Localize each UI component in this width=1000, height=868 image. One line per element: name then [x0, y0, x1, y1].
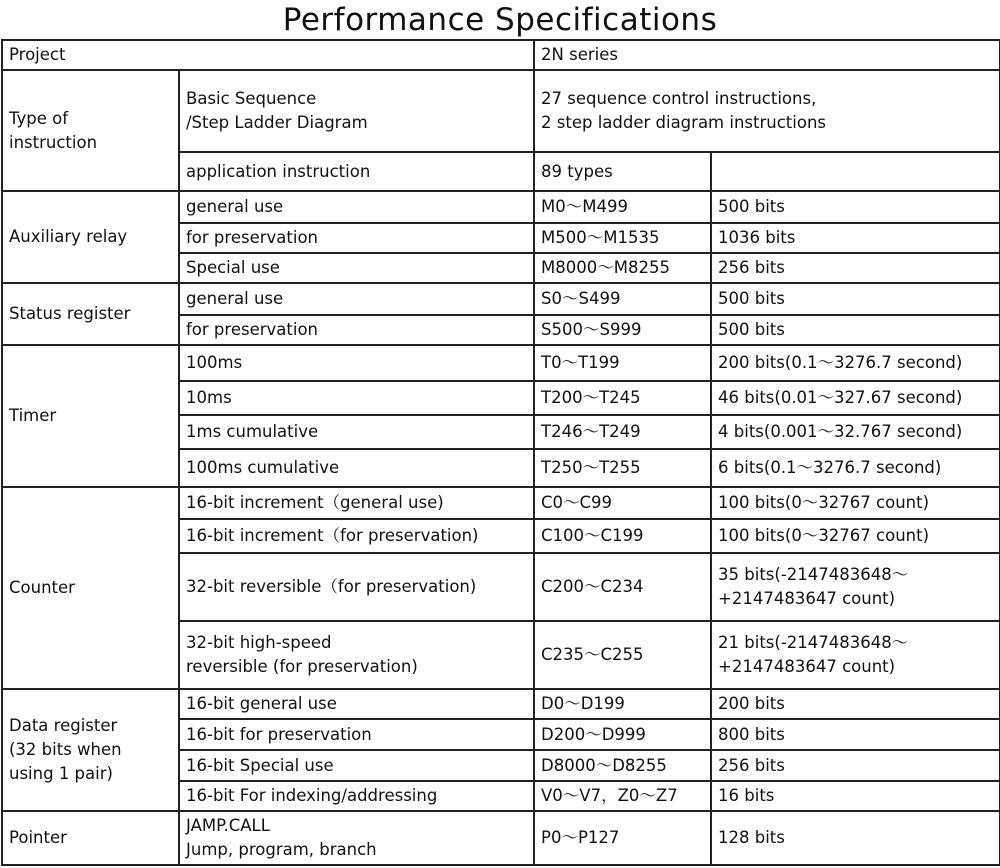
basic-sequence-item: Basic Sequence /Step Ladder Diagram: [179, 70, 534, 152]
empty-cell: [711, 152, 1000, 191]
table-row: Special use M8000～M8255 256 bits: [2, 253, 1000, 283]
table-row: 10ms T200～T245 46 bits(0.01～327.67 second): [2, 381, 1000, 415]
table-row: 1ms cumulative T246～T249 4 bits(0.001～32.767 second): [2, 415, 1000, 449]
basic-sequence-value: 27 sequence control instructions, 2 step ladder diagram instructions: [534, 70, 1000, 152]
table-row: Auxiliary relay general use M0～M499 500 bits: [2, 191, 1000, 223]
category-counter: Counter: [2, 487, 179, 689]
table-row: [2, 70, 1000, 152]
table-row: Status register general use S0～S499 500 bits: [2, 283, 1000, 315]
table-row: Data register (32 bits when using 1 pair) 16-bit general use D0～D199 200 bits: [2, 689, 1000, 719]
header-row: [2, 40, 1000, 70]
table-row: Counter 16-bit increment（general use) C0～C99 100 bits(0～32767 count): [2, 487, 1000, 519]
table-row: 16-bit for preservation D200～D999 800 bits: [2, 719, 1000, 750]
application-instruction-value: 89 types: [534, 152, 711, 191]
application-instruction-item: application instruction: [179, 152, 534, 191]
category-pointer: Pointer: [2, 811, 179, 865]
table-row: 32-bit high-speed reversible (for preservation) C235～C255 21 bits(-2147483648～ +2147483647 count): [2, 621, 1000, 689]
category-timer: Timer: [2, 345, 179, 487]
table-row: 16-bit Special use D8000～D8255 256 bits: [2, 750, 1000, 781]
page-title: Performance Specifications: [282, 2, 718, 38]
table-row: 100ms cumulative T250～T255 6 bits(0.1～3276.7 second): [2, 449, 1000, 487]
table-row: Pointer JAMP.CALL Jump, program, branch P0～P127 128 bits: [2, 811, 1000, 865]
category-auxiliary-relay: Auxiliary relay: [2, 191, 179, 283]
table-row: Timer 100ms T0～T199 200 bits(0.1～3276.7 second): [2, 345, 1000, 381]
table-row: for preservation S500～S999 500 bits: [2, 315, 1000, 345]
table-row: 32-bit reversible（for preservation) C200～C234 35 bits(-2147483648～ +2147483647 count): [2, 553, 1000, 621]
category-data-register: Data register (32 bits when using 1 pair): [2, 689, 179, 811]
header-series: 2N series: [534, 40, 1000, 70]
category-type-of-instruction: Type of instruction: [2, 70, 179, 191]
category-status-register: Status register: [2, 283, 179, 345]
table-row: 16-bit For indexing/addressing V0～V7，Z0～Z7 16 bits: [2, 781, 1000, 811]
table-row: for preservation M500～M1535 1036 bits: [2, 223, 1000, 253]
table-row: 16-bit increment（for preservation) C100～C199 100 bits(0～32767 count): [2, 519, 1000, 553]
specifications-table: [1, 39, 1000, 866]
header-project: Project: [2, 40, 534, 70]
